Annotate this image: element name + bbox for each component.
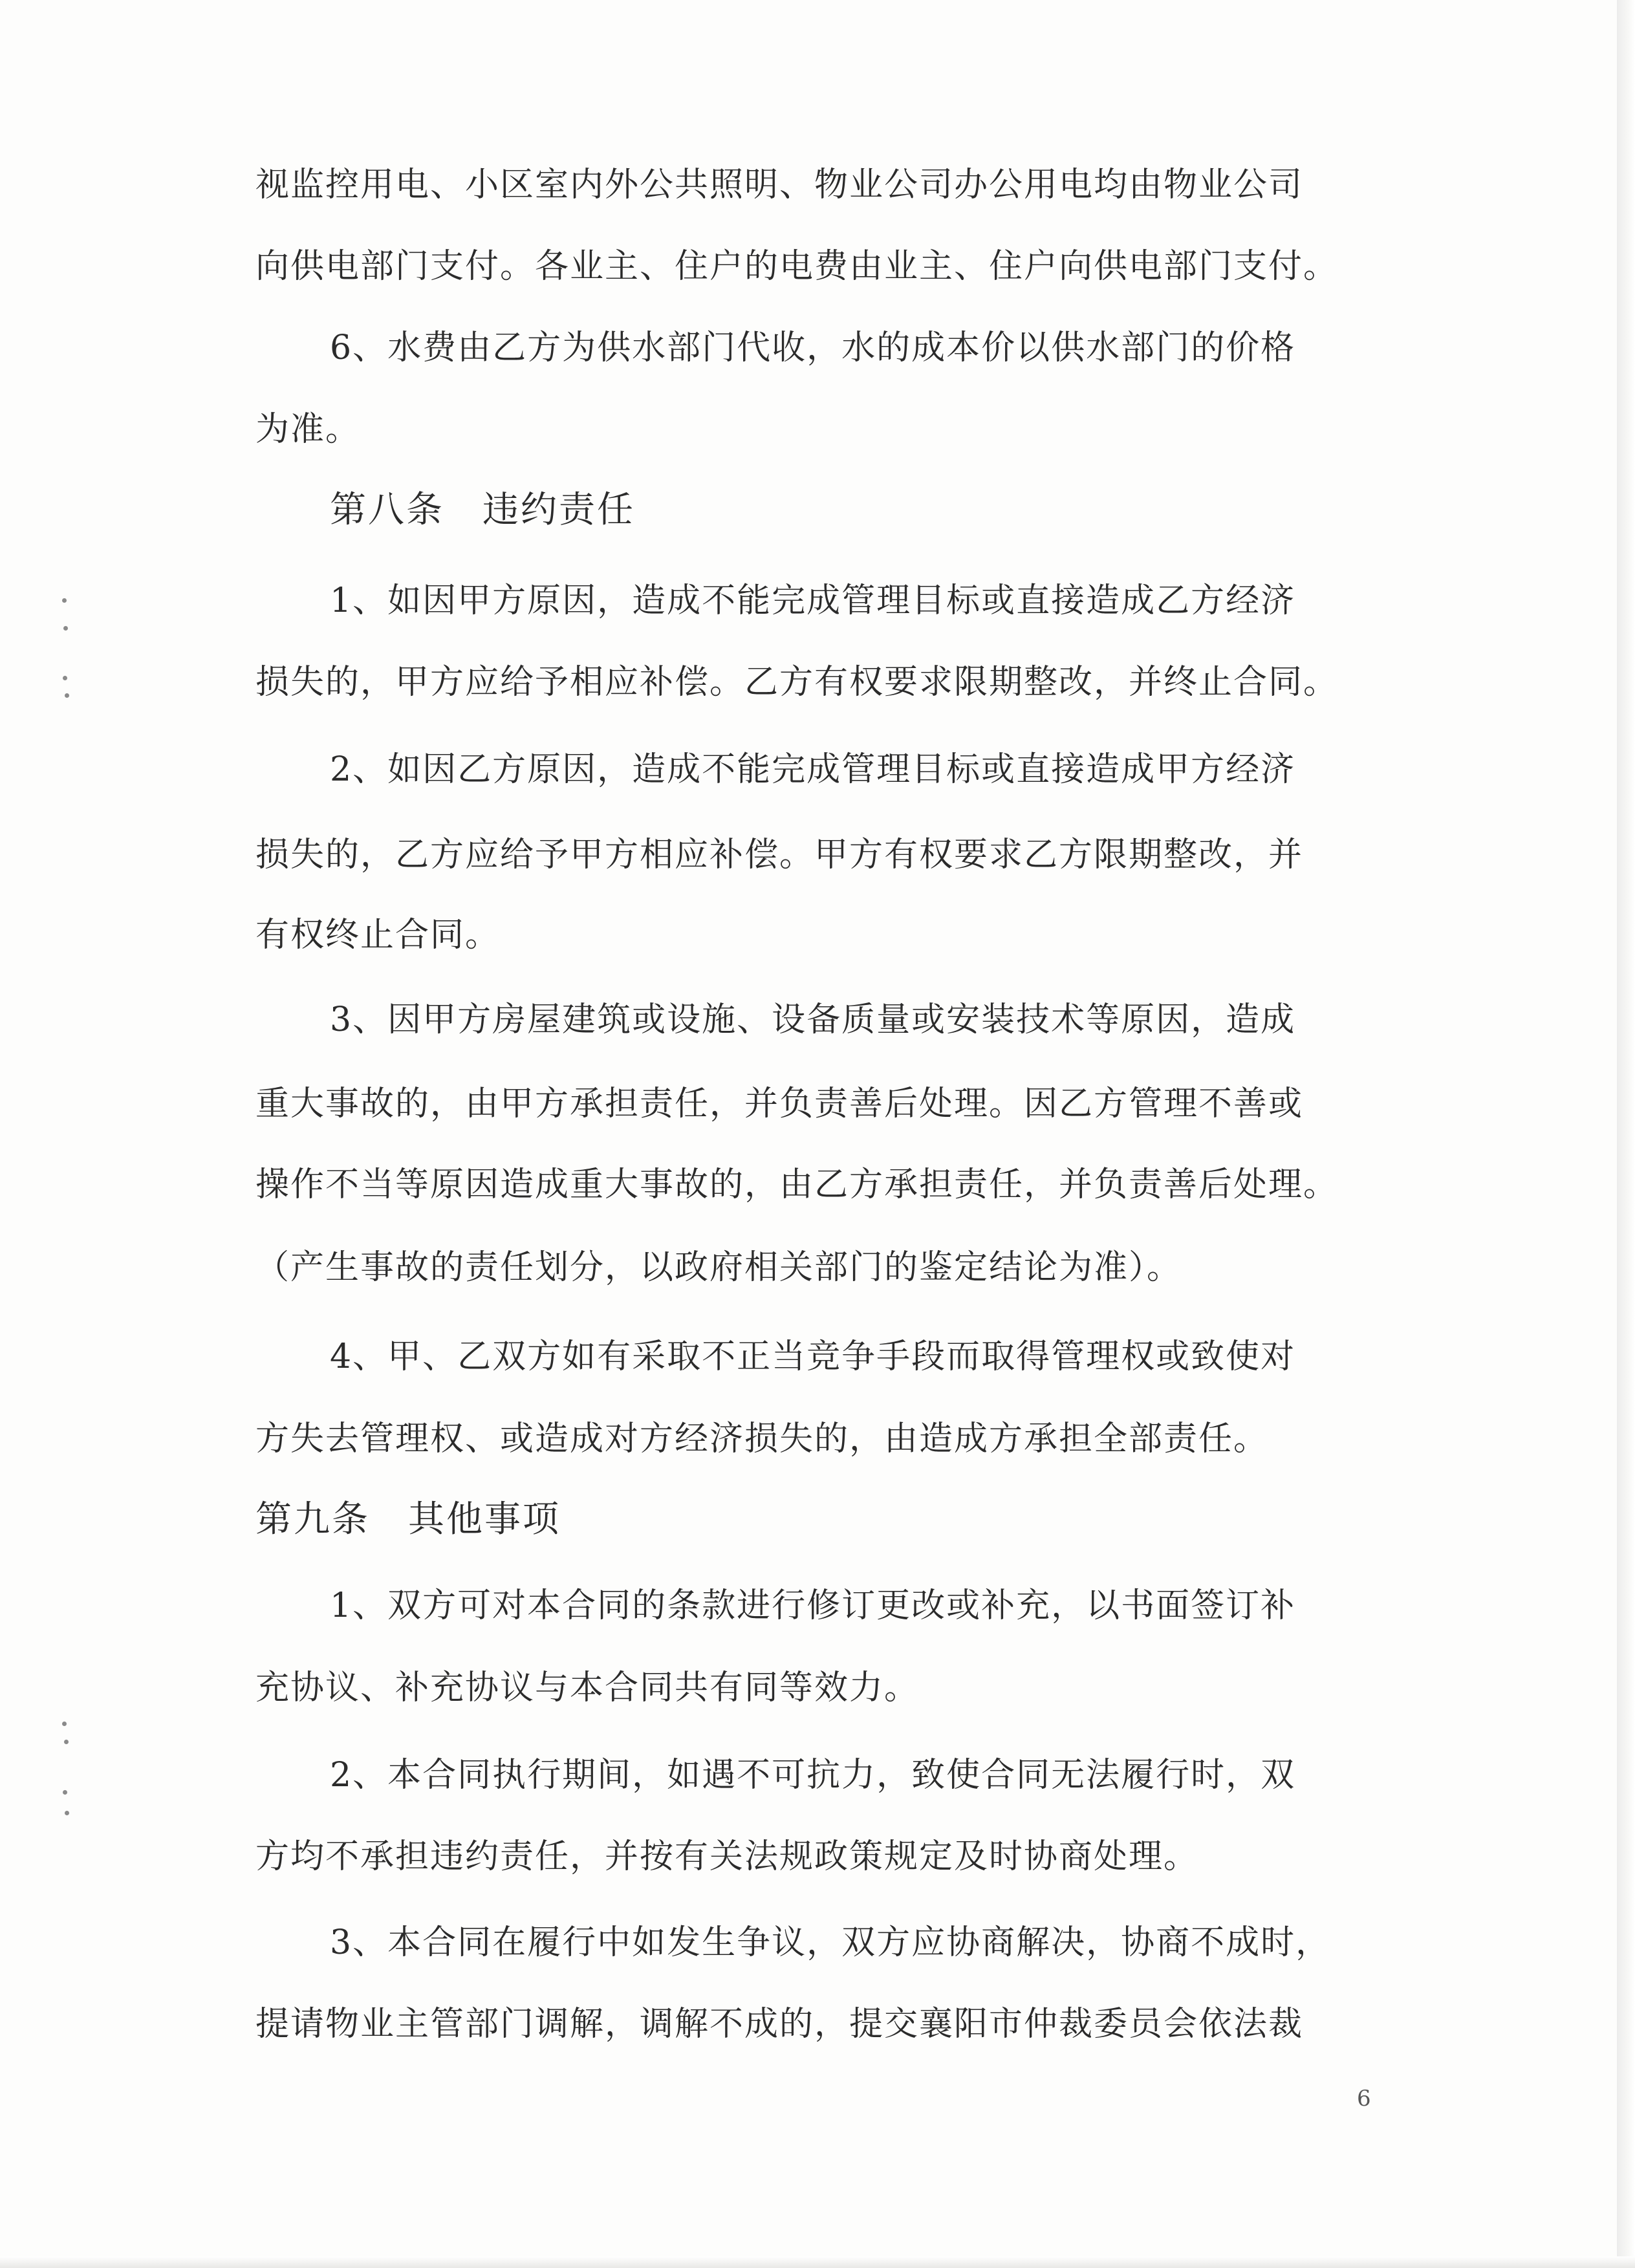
text-line: 1、双方可对本合同的条款进行修订更改或补充，以书面签订补	[330, 1586, 1296, 1625]
text-line: 为准。	[255, 410, 361, 449]
text-line: 3、本合同在履行中如发生争议，双方应协商解决，协商不成时，	[330, 1923, 1331, 1962]
text-line: 2、本合同执行期间，如遇不可抗力，致使合同无法履行时，双	[330, 1756, 1296, 1795]
text-line: 6、水费由乙方为供水部门代收，水的成本价以供水部门的价格	[330, 329, 1296, 367]
binding-hole-mark	[63, 626, 68, 631]
scan-edge-shadow	[1617, 0, 1635, 2268]
binding-hole-mark	[65, 1811, 69, 1815]
section-heading-article-8: 第八条 违约责任	[330, 489, 635, 531]
text-line: 视监控用电、小区室内外公共照明、物业公司办公用电均由物业公司	[255, 166, 1304, 204]
text-line: （产生事故的责任划分，以政府相关部门的鉴定结论为准）。	[255, 1248, 1182, 1287]
text-line: 提请物业主管部门调解，调解不成的，提交襄阳市仲裁委员会依法裁	[255, 2005, 1304, 2044]
text-line: 有权终止合同。	[255, 916, 501, 955]
text-line: 1、如因甲方原因，造成不能完成管理目标或直接造成乙方经济	[330, 581, 1296, 620]
binding-hole-mark	[63, 676, 67, 680]
text-line: 方均不承担违约责任，并按有关法规政策规定及时协商处理。	[255, 1837, 1199, 1876]
text-line: 方失去管理权、或造成对方经济损失的，由造成方承担全部责任。	[255, 1420, 1269, 1458]
binding-hole-mark	[62, 598, 67, 603]
text-line: 向供电部门支付。各业主、住户的电费由业主、住户向供电部门支付。	[255, 247, 1339, 286]
text-line: 损失的，乙方应给予甲方相应补偿。甲方有权要求乙方限期整改，并	[255, 836, 1304, 874]
section-heading-article-9: 第九条 其他事项	[255, 1498, 561, 1540]
text-line: 重大事故的，由甲方承担责任，并负责善后处理。因乙方管理不善或	[255, 1085, 1304, 1123]
text-line: 充协议、补充协议与本合同共有同等效力。	[255, 1669, 920, 1707]
binding-hole-mark	[64, 1740, 69, 1744]
binding-hole-mark	[65, 693, 69, 698]
text-line: 3、因甲方房屋建筑或设施、设备质量或安装技术等原因，造成	[330, 1000, 1296, 1039]
binding-hole-mark	[62, 1722, 67, 1726]
scan-edge-shadow	[0, 2256, 1635, 2268]
text-line: 4、甲、乙双方如有采取不正当竞争手段而取得管理权或致使对	[330, 1337, 1296, 1376]
text-line: 损失的，甲方应给予相应补偿。乙方有权要求限期整改，并终止合同。	[255, 663, 1339, 702]
text-line: 2、如因乙方原因，造成不能完成管理目标或直接造成甲方经济	[330, 750, 1296, 789]
binding-hole-mark	[63, 1790, 67, 1795]
text-line: 操作不当等原因造成重大事故的，由乙方承担责任，并负责善后处理。	[255, 1165, 1339, 1204]
page-number: 6	[1357, 2086, 1371, 2111]
